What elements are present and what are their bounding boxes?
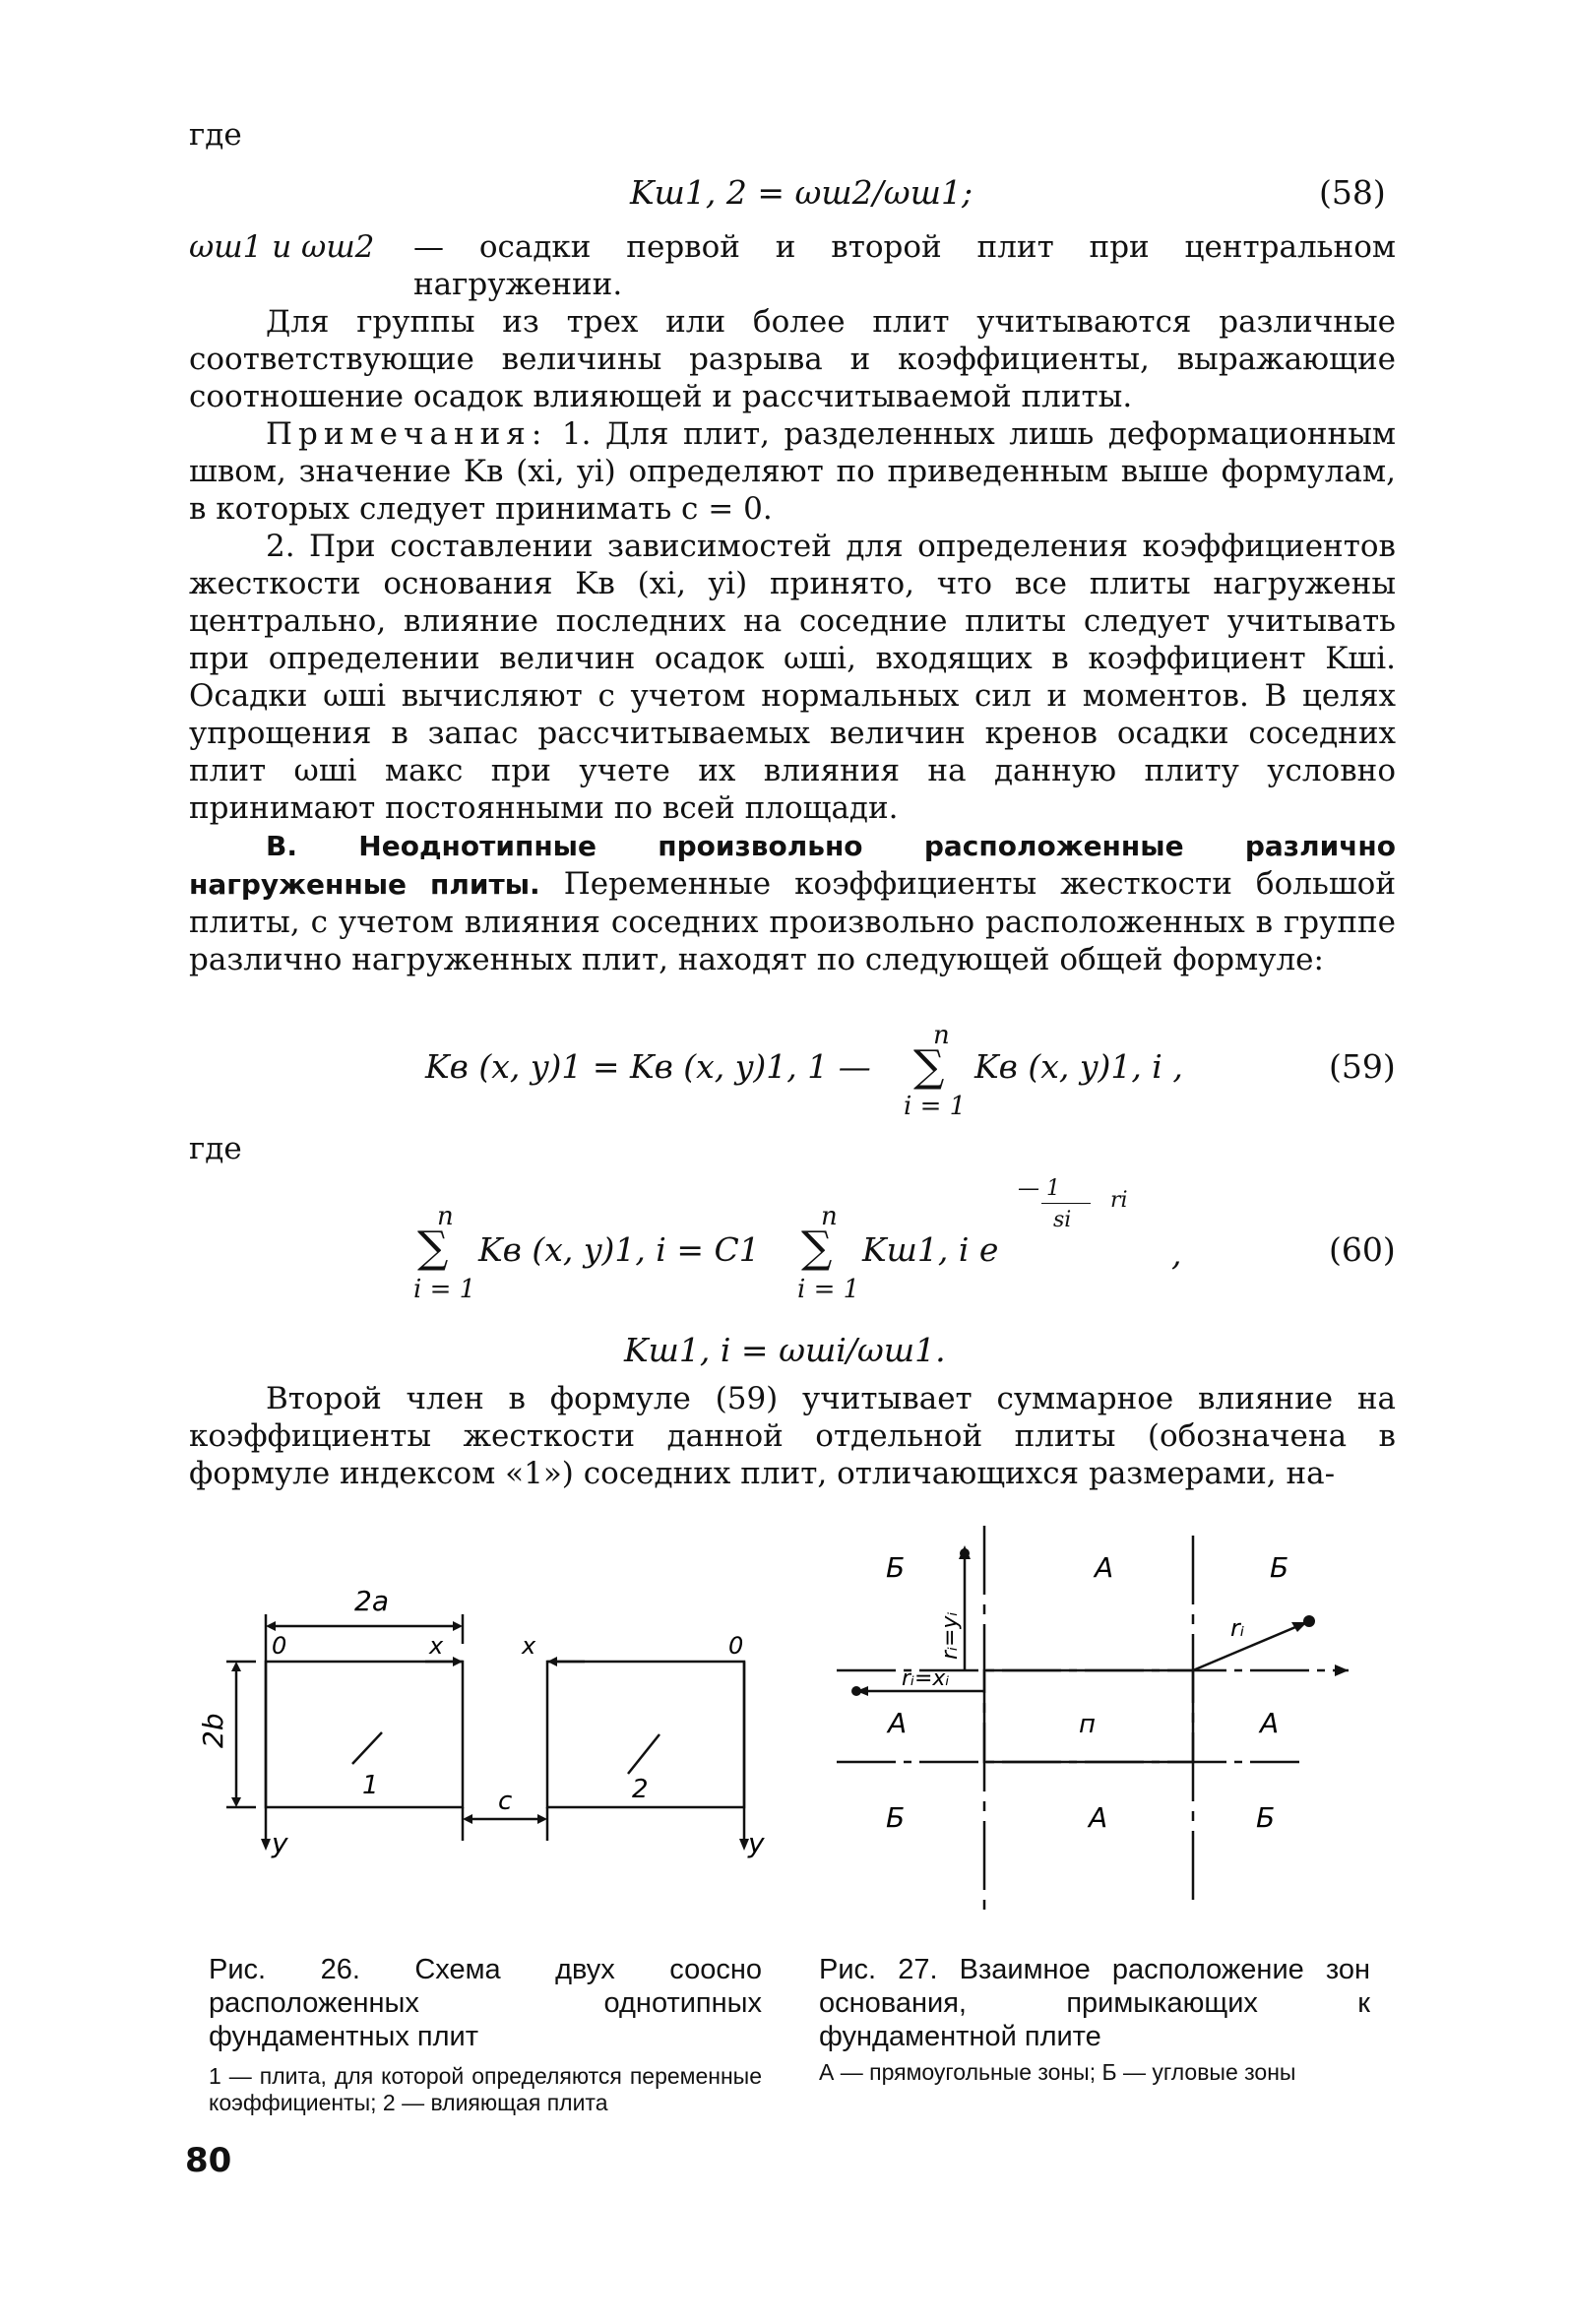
note-2: 2. При составлении зависимостей для определения коэффициентов жесткости основания Kв (xi, yi) принято, что все плиты нагружены центрально, влияние последних на соседние плиты следует учитывать при определении величин осадок ωшi, входящих в коэффициент Kшi. Осадки ωшi вычисляют с учетом нормальных сил и моментов. В целях упрощения в запас рассчитываемых величин кренов осадки соседних плит ωшi макс при учете их влияния на данную плиту условно принимают постоянными по всей площади. [189,529,1396,826]
fig27-label-a-bottom: А [1089,1801,1108,1834]
fig27-label-rx: rᵢ=xᵢ [902,1666,950,1691]
fig26-label-o-right: 0 [728,1632,744,1660]
fig26-label-gap: c [498,1787,513,1816]
fig27-label-a-right: А [1260,1707,1280,1739]
fig27-label-b-bl: Б [886,1801,906,1834]
figure-27-caption: Рис. 27. Взаимное расположение зон основания, примыкающих к фундаментной плите [819,1954,1370,2052]
figure-26-caption: Рис. 26. Схема двух соосно расположенных однотипных фундаментных плит [209,1954,762,2052]
paragraph-second: Второй член в формуле (59) учитывает суммарное влияние на коэффициенты жесткости данной отдельной плиты (обозначена в формуле индексом «1») соседних плит, отличающихся размерами, на- [189,1381,1396,1491]
equation-60-sum1-bottom: i = 1 [413,1275,476,1304]
paragraph-group: Для группы из трех или более плит учитываются различные соответствующие величины разрыва и коэффициенты, выражающие соотношение осадок влияющей и рассчитываемой плиты. [189,304,1396,414]
equation-ksh: Kш1, i = ωшi/ωш1. [624,1331,946,1369]
equation-60-tail: , [1171,1234,1182,1273]
section-b [189,827,1396,978]
equation-60-exp-numerator: — 1 [1018,1176,1060,1201]
omega-definition: — осадки первой и второй плит при центральном нагружении. [413,229,1396,302]
fig27-label-a-left: А [888,1707,908,1739]
equation-59-number: (59) [1329,1047,1396,1086]
equation-60-fraction-bar [1041,1203,1091,1204]
section-b-heading: В. Неоднотипные произвольно расположенные различно нагруженные плиты. [189,830,1396,901]
notes-label: Примечания: [266,416,548,452]
fig26-label-y-right: y [748,1827,765,1859]
page-number: 80 [185,2141,232,2180]
fig26-label-x-right: x [522,1632,536,1660]
fig26-label-plate-2: 2 [632,1775,649,1804]
equation-60-sum2-bottom: i = 1 [797,1275,860,1304]
equation-60-sum2-top: n [821,1202,838,1231]
equation-59-sigma: ∑ [913,1041,945,1092]
equation-60-middle: Kв (x, y)1, i = C1 [478,1230,760,1269]
fig27-label-b-br: Б [1256,1801,1276,1834]
fig26-label-o-left: 0 [272,1632,287,1660]
equation-58: Kш1, 2 = ωш2/ωш1; [630,173,973,212]
notes-block [189,415,1396,528]
fig27-label-ri: rᵢ [1230,1614,1245,1642]
equation-60-number: (60) [1329,1230,1396,1269]
equation-60-exp-r: ri [1110,1188,1128,1213]
fig26-label-width: 2a [354,1585,389,1617]
fig27-label-center: п [1079,1710,1096,1739]
figure-26-diagram [197,1555,768,1880]
fig27-label-b-tr: Б [1270,1551,1289,1584]
fig26-label-plate-1: 1 [362,1771,379,1800]
equation-60-exp-denominator: si [1053,1208,1072,1232]
fig26-label-height: 2b [197,1713,229,1748]
figure-26-note: 1 — плита, для которой определяются переменные коэффициенты; 2 — влияющая плита [209,2063,762,2115]
fig27-label-b-tl: Б [886,1551,906,1584]
note-1: 1. Для плит, разделенных лишь деформационным швом, значение Kв (xi, yi) определяют по приведенным выше формулам, в которых следует принимать c = 0. [189,416,1396,527]
fig26-label-y-left: y [272,1827,288,1859]
figure-27-diagram [827,1526,1349,1919]
omega-symbols: ωш1 и ωш2 [189,229,375,265]
where-label: где [189,117,242,153]
equation-59-sum-top: n [933,1021,950,1050]
figure-27-note: А — прямоугольные зоны; Б — угловые зоны [819,2059,1296,2085]
equation-59-lhs: Kв (x, y)1 = Kв (x, y)1, 1 — [425,1047,871,1086]
equation-59-rhs: Kв (x, y)1, i , [974,1047,1183,1086]
equation-60-sigma-1: ∑ [417,1223,449,1273]
equation-60-sigma-2: ∑ [801,1223,833,1273]
fig26-label-x-left: x [429,1632,444,1660]
where-label-2: где [189,1131,242,1166]
equation-60-sum1-top: n [437,1202,454,1231]
equation-58-number: (58) [1319,173,1386,212]
section-b-text: Переменные коэффициенты жесткости большой плиты, с учетом влияния соседних произвольно расположенных в группе различно нагруженных плит, находят по следующей общей формуле: [189,866,1396,977]
equation-60-term: Kш1, i e [862,1230,999,1269]
equation-59-sum-bottom: i = 1 [904,1092,967,1121]
fig27-label-ry: rᵢ=yᵢ [938,1611,963,1660]
note-2-block [189,528,1396,827]
fig27-label-a-top: А [1095,1551,1114,1584]
